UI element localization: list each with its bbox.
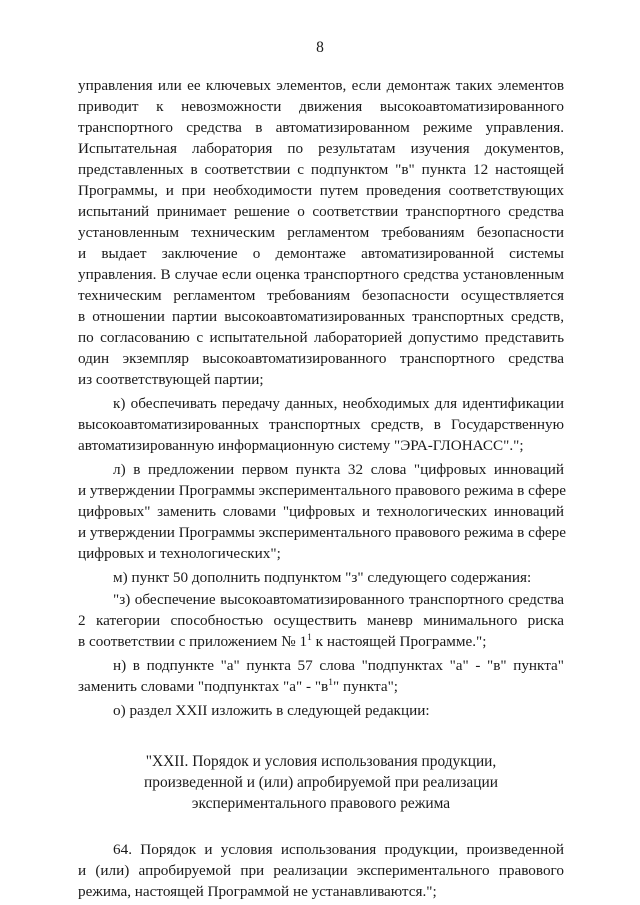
text-line: в отношении партии высокоавтоматизированных транспортных средств,: [78, 308, 564, 325]
text-line: и (или) апробируемой при реализации экспериментального правового: [78, 862, 564, 879]
text-line: автоматизированную информационную систему "ЭРА-ГЛОНАСС".";: [78, 437, 524, 454]
text-line: [78, 632, 564, 652]
section-heading-line: экспериментального правового режима: [191, 795, 451, 812]
text-line: управления или ее ключевых элементов, если демонтаж таких элементов: [78, 77, 564, 94]
superscript: 1: [328, 678, 333, 688]
text-line: 2 категории способностью осуществить маневр минимального риска: [78, 612, 564, 629]
text-line: [78, 677, 564, 697]
superscript: 1: [307, 633, 312, 643]
text-line: техническим регламентом требованиям безопасности осуществляется: [78, 287, 564, 304]
text-line: Испытательная лаборатория по результатам изучения документов,: [78, 140, 564, 157]
text-fragment: заменить словами "подпунктах "а" - "в: [78, 678, 329, 695]
paragraph-k-line: к) обеспечивать передачу данных, необходимых для идентификации: [113, 395, 564, 412]
paragraph-n-line: н) в подпункте "а" пункта 57 слова "подпунктах "а" - "в" пункта": [113, 657, 564, 674]
text-fragment: к настоящей Программе.";: [311, 633, 487, 650]
text-line: цифровых" заменить словами "цифровых и технологических инноваций: [78, 503, 564, 520]
section-heading-line: "XXII. Порядок и условия использования продукции,: [145, 753, 497, 770]
paragraph-l-line: л) в предложении первом пункта 32 слова "цифровых инноваций: [113, 461, 564, 478]
text-line: установленным техническим регламентом требованиям безопасности: [78, 224, 564, 241]
text-line: и утверждении Программы экспериментального правового режима в сфере: [78, 482, 566, 499]
text-line: управления. В случае если оценка транспортного средства установленным: [78, 266, 564, 283]
text-line: режима, настоящей Программой не устанавливаются.";: [78, 883, 437, 900]
text-line: приводит к невозможности движения высокоавтоматизированного: [78, 98, 564, 115]
text-line: и выдает заключение о демонтаже автоматизированной системы: [78, 245, 564, 262]
text-line: представленных в соответствии с подпунктом "в" пункта 12 настоящей: [78, 161, 564, 178]
text-line: один экземпляр высокоавтоматизированного транспортного средства: [78, 350, 564, 367]
paragraph-o-line: о) раздел XXII изложить в следующей редакции:: [113, 702, 430, 719]
text-line: Программы, и при необходимости путем проведения соответствующих: [78, 182, 564, 199]
text-line: цифровых и технологических";: [78, 545, 281, 562]
paragraph-64-line: 64. Порядок и условия использования продукции, произведенной: [113, 841, 564, 858]
text-line: высокоавтоматизированных транспортных средств, в Государственную: [78, 416, 564, 433]
section-heading-line: произведенной и (или) апробируемой при реализации: [144, 774, 498, 791]
text-line: из соответствующей партии;: [78, 371, 264, 388]
text-line: и утверждении Программы экспериментального правового режима в сфере: [78, 524, 566, 541]
text-line: транспортного средства в автоматизированном режиме управления.: [78, 119, 564, 136]
text-line: по согласованию с испытательной лабораторией допустимо представить: [78, 329, 564, 346]
text-fragment: в соответствии с приложением № 1: [78, 633, 308, 650]
paragraph-m-line: м) пункт 50 дополнить подпунктом "з" следующего содержания:: [113, 569, 532, 586]
text-fragment: " пункта";: [332, 678, 398, 695]
paragraph-z-line: "з) обеспечение высокоавтоматизированного транспортного средства: [113, 591, 564, 608]
text-line: испытаний принимает решение о соответствии транспортного средства: [78, 203, 564, 220]
page-number: 8: [316, 39, 324, 56]
